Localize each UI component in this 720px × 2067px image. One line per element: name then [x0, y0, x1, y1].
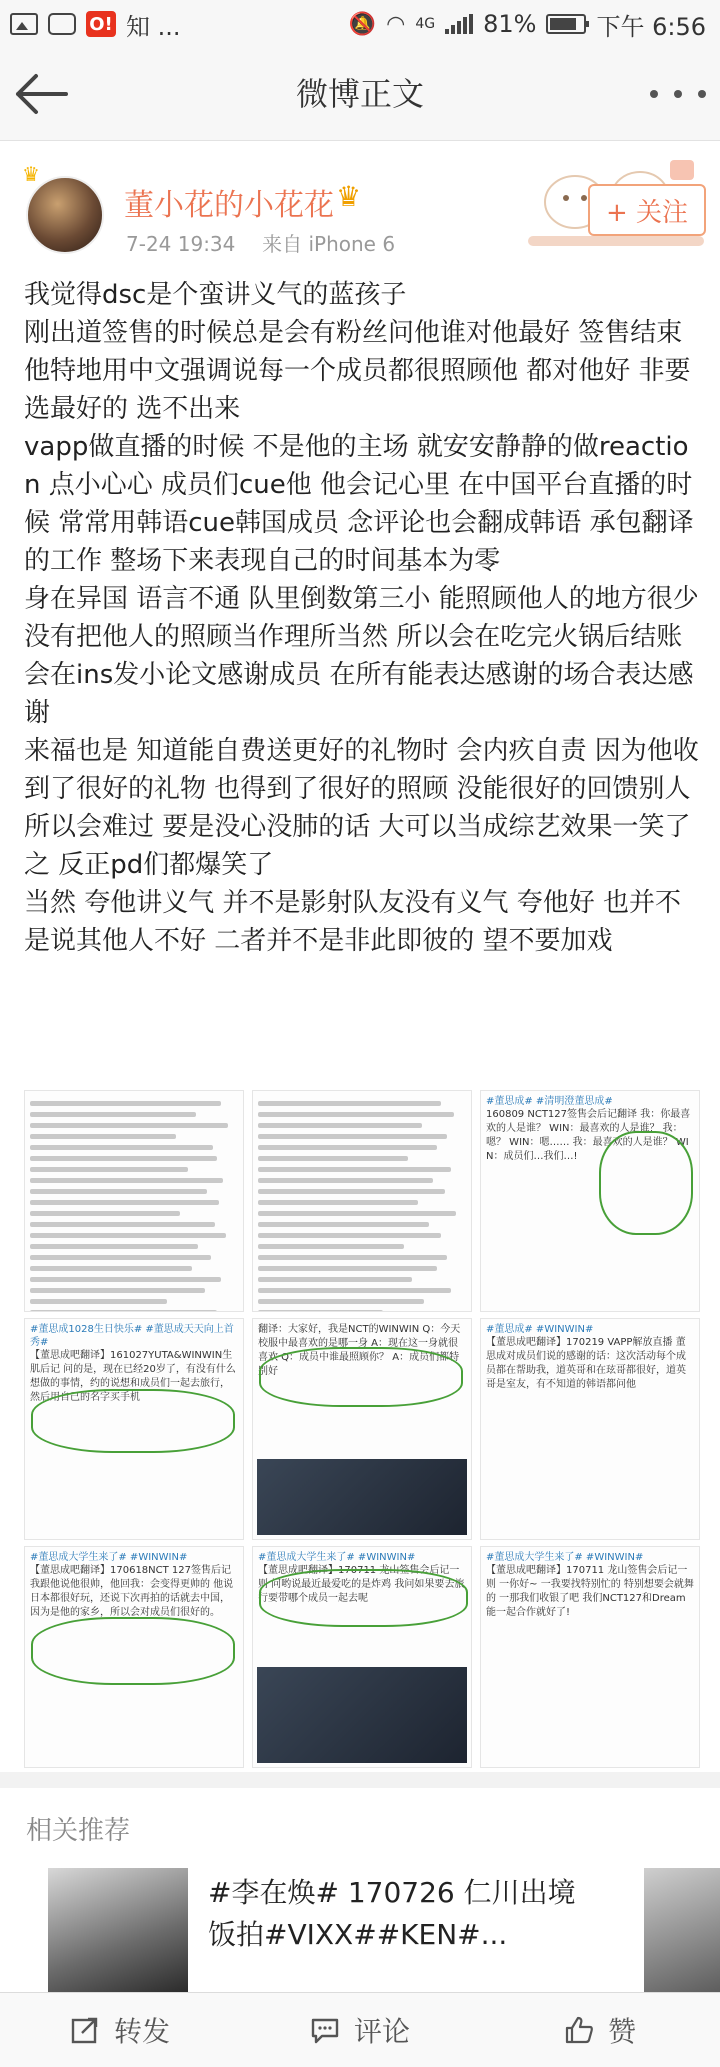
image-photo: [257, 1459, 467, 1535]
related-card[interactable]: [24, 1868, 720, 1992]
post-image-5[interactable]: [252, 1318, 472, 1540]
image-photo: [257, 1667, 467, 1763]
image-tag: #董思成大学生来了# #WINWIN#: [258, 1552, 416, 1563]
image-tag: #董思成# #清明澄董思成#: [486, 1096, 613, 1107]
page-title: 微博正文: [295, 75, 424, 113]
highlight-circle: [31, 1389, 235, 1453]
app-notification-icon: O!: [86, 11, 116, 37]
repost-icon: [70, 2015, 100, 2045]
related-heading: 相关推荐: [26, 1816, 131, 1846]
status-app-title: 知 ...: [126, 12, 181, 41]
post-image-2[interactable]: [252, 1090, 472, 1312]
nav-bar: [0, 48, 720, 141]
comment-label: 评论: [353, 2015, 410, 2048]
image-tag: #董思成# #WINWIN#: [486, 1324, 594, 1335]
image-tag: #董思成1028生日快乐# #董思成天天向上首秀#: [30, 1324, 234, 1348]
image-text: 【董思成吧翻译】170219 VAPP解放直播 董思成对成员们说的感谢的话：这次活动每个成员都在帮助我，道英哥和在玹哥都很好，道英哥是室友，有不知道的韩语都问他: [486, 1337, 686, 1390]
avatar-crown-icon: ♛: [22, 162, 40, 186]
image-text: 【董思成吧翻译】170711 龙山签售会后记一则 问哟说最近最爱吃的是炸鸡 我问如果要去旅行要带哪个成员一起去呢: [258, 1565, 465, 1604]
author-header: [0, 140, 720, 272]
image-notification-icon: [10, 13, 38, 35]
image-tag: #董思成大学生来了# #WINWIN#: [486, 1552, 644, 1563]
comment-icon: [310, 2015, 340, 2045]
section-divider: [0, 1772, 720, 1788]
post-date: 7-24 19:34: [126, 232, 236, 256]
battery-percent: 81%: [483, 10, 537, 38]
post-body: [24, 276, 700, 960]
post-paragraph: 刚出道签售的时候总是会有粉丝问他谁对他最好 签售结束 他特地用中文强调说每一个成员都很照顾他 都对他好 非要选最好的 选不出来: [24, 318, 691, 424]
like-button[interactable]: [480, 1993, 720, 2067]
post-paragraph: 我觉得dsc是个蛮讲义气的蓝孩子: [24, 280, 407, 310]
more-options-icon[interactable]: [650, 78, 706, 110]
signal-icon: [445, 14, 473, 34]
author-name[interactable]: 董小花的小花花: [124, 188, 334, 223]
image-text: 【董思成吧翻译】170618NCT 127签售后记 我跟他说他很帅，他回我：会变得更帅的 他说日本都很好玩，还说下次再拍的话就去中国，因为是他的家乡，所以会对成员们很好的。: [30, 1565, 234, 1618]
highlight-circle: [599, 1131, 693, 1235]
thumbs-up-icon: [564, 2015, 594, 2045]
post-paragraph: 当然 夸他讲义气 并不是影射队友没有义气 夸他好 也并不是说其他人不好 二者并不是非此即彼的 望不要加戏: [24, 888, 682, 956]
highlight-circle: [259, 1347, 463, 1407]
image-text: 翻译：大家好，我是NCT的WINWIN Q：今天校服中最喜欢的是哪一身 A：现在这一身就很喜欢 Q：成员中谁最照顾你？ A：成员们都特别好: [258, 1324, 461, 1377]
battery-icon: [546, 14, 586, 34]
image-text: 【董思成吧翻译】161027YUTA&WINWIN生肌后记 问的是，现在已经20岁了，有没有什么想做的事情，约的说想和成员们一起去旅行，然后用自己的名字买手机: [30, 1350, 236, 1403]
related-card-text: #李在焕# 170726 仁川出境 饭拍#VIXX##KEN#...: [208, 1876, 576, 1951]
post-image-3[interactable]: [480, 1090, 700, 1312]
image-grid: [24, 1090, 700, 1768]
image-text: 160809 NCT127签售会后记翻译 我：你最喜欢的人是谁？ WIN：最喜欢的人是谁？ 我：嗯？ WIN：嗯…… 我：最喜欢的人是谁？ WIN：成员们…我们…!: [486, 1109, 691, 1162]
post-image-1[interactable]: [24, 1090, 244, 1312]
highlight-circle: [31, 1617, 235, 1685]
comment-button[interactable]: [240, 1993, 480, 2067]
status-bar: [0, 0, 720, 48]
post-image-9[interactable]: [480, 1546, 700, 1768]
follow-button[interactable]: + 关注: [588, 184, 706, 236]
highlight-circle: [259, 1569, 468, 1627]
post-image-8[interactable]: [252, 1546, 472, 1768]
post-paragraph: 来福也是 知道能自费送更好的礼物时 会内疚自责 因为他收到了很好的礼物 也得到了很好的照顾 没能很好的回馈别人 所以会难过 要是没心没肺的话 大可以当成综艺效果一笑了之 反正pd们都爆笑了: [24, 736, 699, 880]
post-image-6[interactable]: [480, 1318, 700, 1540]
repost-label: 转发: [113, 2015, 170, 2048]
related-thumbnail: [48, 1868, 188, 1992]
bottom-toolbar: [0, 1992, 720, 2067]
wifi-icon: ◠: [386, 11, 406, 37]
post-image-4[interactable]: [24, 1318, 244, 1540]
clock: 下午 6:56: [596, 12, 706, 41]
mute-icon: 🔕: [348, 11, 377, 37]
network-label: 4G: [415, 16, 436, 32]
image-tag: #董思成大学生来了# #WINWIN#: [30, 1552, 188, 1563]
related-thumbnail-next: [644, 1868, 720, 1992]
image-text: 【董思成吧翻译】170711 龙山签售会后记一则 一你好~ 一我要找特别忙的 特别想要会就舞的 一那我们收银了吧 我们NCT127和Dream能一起合作就好了!: [486, 1565, 694, 1618]
repost-button[interactable]: [0, 1993, 240, 2067]
post-source: 来自 iPhone 6: [262, 232, 396, 256]
message-notification-icon: [48, 13, 76, 35]
like-label: 赞: [607, 2015, 636, 2048]
avatar[interactable]: [26, 176, 104, 254]
post-meta: [126, 228, 395, 257]
post-paragraph: 身在异国 语言不通 队里倒数第三小 能照顾他人的地方很少 没有把他人的照顾当作理所当然 所以会在吃完火锅后结账 会在ins发小论文感谢成员 在所有能表达感谢的场合表达感谢: [24, 584, 699, 728]
post-image-7[interactable]: [24, 1546, 244, 1768]
post-paragraph: vapp做直播的时候 不是他的主场 就安安静静的做reaction 点小心心 成员们cue他 他会记心里 在中国平台直播的时候 常常用韩语cue韩国成员 念评论也会翻成韩语 承包翻译的工作 整场下来表现自己的时间基本为零: [24, 432, 694, 576]
vip-crown-icon: ♛: [336, 180, 362, 213]
